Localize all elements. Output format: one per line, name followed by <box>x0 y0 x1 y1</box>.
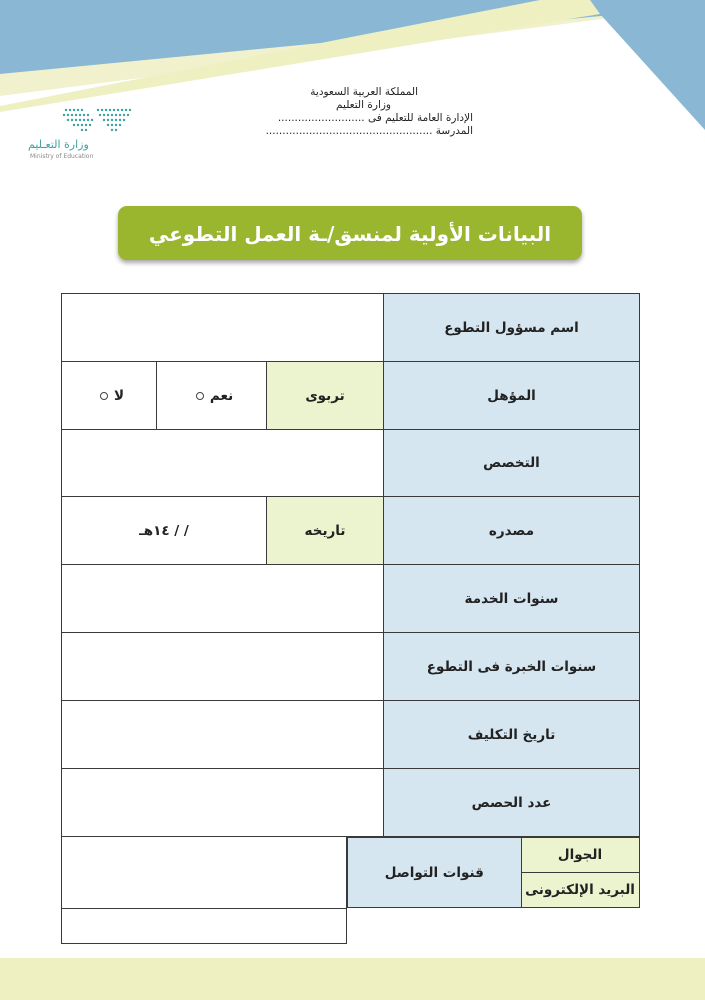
email-label: البريد الإلكترونى <box>521 873 639 908</box>
volunteer-manager-name-label: اسم مسؤول التطوع <box>384 294 640 362</box>
logo-dots-icon <box>60 106 132 134</box>
service-years-field[interactable] <box>62 565 384 633</box>
assignment-date-label: تاريخ التكليف <box>384 701 640 769</box>
ministry-logo <box>28 102 108 164</box>
letterhead-directorate: الإدارة العامة للتعليم فى .......................... <box>277 112 473 124</box>
specialization-field[interactable] <box>62 430 384 497</box>
volunteer-data-form <box>61 293 640 944</box>
footer-band <box>0 958 705 1000</box>
logo-arabic-text: وزارة التعـليم <box>28 138 89 151</box>
mobile-label: الجوال <box>521 838 639 873</box>
assignment-date-field[interactable] <box>62 701 384 769</box>
letterhead-kingdom: المملكة العربية السعودية <box>310 86 418 98</box>
class-count-field[interactable] <box>62 769 384 837</box>
contact-channels-label: قنوات التواصل <box>348 838 522 908</box>
specialization-label: التخصص <box>384 430 640 497</box>
source-date-field[interactable]: / / ١٤هـ <box>62 497 267 565</box>
date-sublabel: تاريخه <box>267 497 384 565</box>
qualification-no-option[interactable] <box>62 362 157 430</box>
page-title: البيانات الأولية لمنسق/ـة العمل التطوعي <box>148 222 552 246</box>
qualification-yes-option[interactable] <box>157 362 267 430</box>
page-title-banner <box>118 206 582 260</box>
mobile-field[interactable] <box>62 837 347 909</box>
option-yes-text: نعم <box>209 387 234 404</box>
radio-yes-icon[interactable] <box>196 392 204 400</box>
qualification-label: المؤهل <box>384 362 640 430</box>
volunteer-experience-label: سنوات الخبرة فى التطوع <box>384 633 640 701</box>
volunteer-manager-name-field[interactable] <box>62 294 384 362</box>
service-years-label: سنوات الخدمة <box>384 565 640 633</box>
letterhead-school: المدرسة .................................................. <box>265 125 473 137</box>
letterhead <box>228 86 473 138</box>
radio-no-icon[interactable] <box>100 392 108 400</box>
class-count-label: عدد الحصص <box>384 769 640 837</box>
source-label: مصدره <box>384 497 640 565</box>
volunteer-experience-field[interactable] <box>62 633 384 701</box>
logo-english-text: Ministry of Education <box>30 153 94 160</box>
letterhead-ministry: وزارة التعليم <box>336 99 391 111</box>
option-no-text: لا <box>113 387 125 404</box>
email-field[interactable] <box>62 908 347 943</box>
educational-sublabel: تربوى <box>267 362 384 430</box>
